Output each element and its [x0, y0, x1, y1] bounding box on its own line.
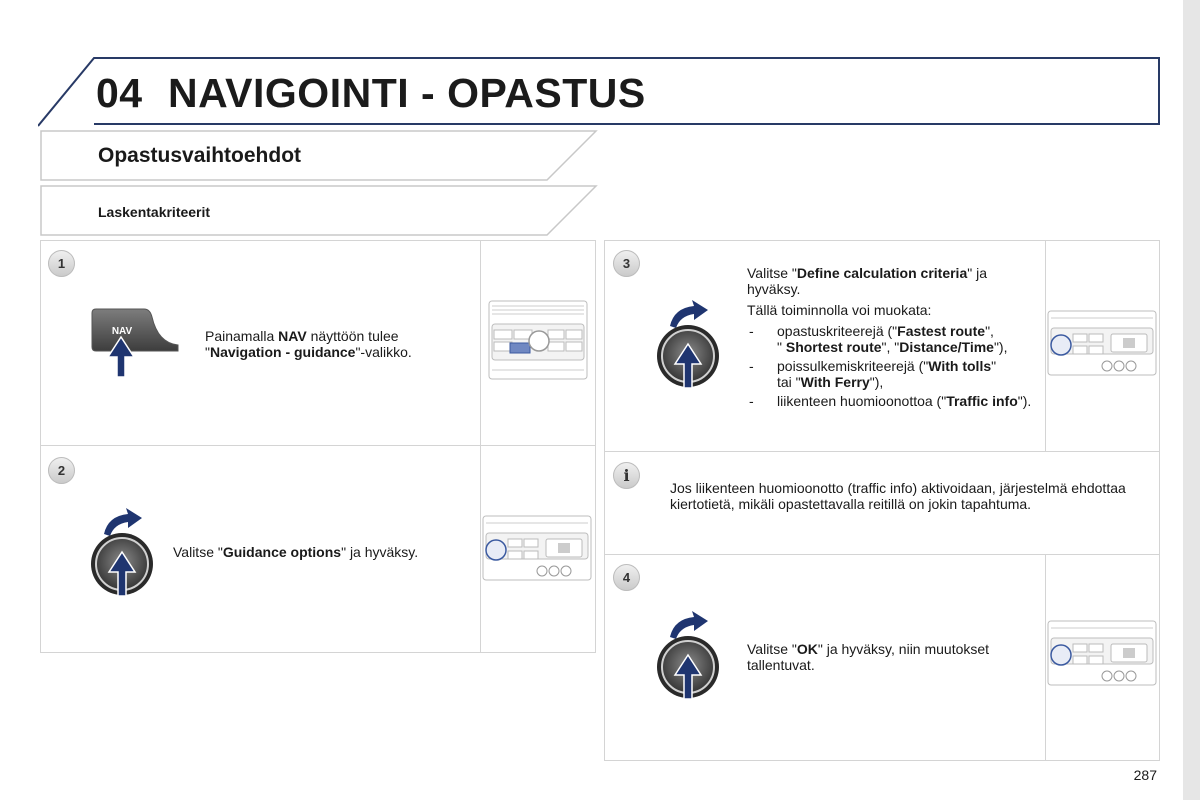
info-icon: i: [613, 462, 640, 489]
radio-unit-knob-illustration: [1047, 310, 1157, 376]
right-panel-column-divider-bottom: [1045, 554, 1046, 761]
rotary-knob-turn-press-icon: [654, 296, 726, 392]
criteria-list: [747, 323, 1039, 409]
section-title: Opastusvaihtoehdot: [98, 144, 302, 167]
right-panel-divider-2: [604, 554, 1160, 555]
step-4-badge: 4: [613, 564, 640, 591]
radio-unit-nav-illustration: [488, 300, 588, 380]
radio-unit-knob-illustration: [482, 515, 592, 581]
svg-text:NAV: NAV: [111, 326, 133, 337]
criteria-item-exclusions: - poissulkemiskriteerejä ("With tolls" tai "With Ferry"),: [747, 358, 1039, 390]
right-panel-divider-1: [604, 451, 1160, 452]
page-edge-strip: [1183, 0, 1200, 800]
left-panel-column-divider: [480, 240, 481, 653]
step-3-text: Valitse "Define calculation criteria" ja hyväksy. Tällä toiminnolla voi muokata: - opastuskriteerejä ("Fastest route", " Shortest route", "Distance/Time"), - poissulkemiskriteerejä ("With tolls" tai "With Ferry"), - liikenteen huomioonottoa ("Traffic info").: [747, 265, 1039, 412]
step-4-text: Valitse "OK" ja hyväksy, niin muutokset tallentuvat.: [747, 641, 990, 673]
step-2-badge: 2: [48, 457, 75, 484]
step-3-badge: 3: [613, 250, 640, 277]
criteria-item-routes: - opastuskriteerejä ("Fastest route", " Shortest route", "Distance/Time"),: [747, 323, 1039, 355]
step-1-badge: 1: [48, 250, 75, 277]
criteria-item-traffic: - liikenteen huomioonottoa ("Traffic info").: [747, 393, 1039, 409]
chapter-title: NAVIGOINTI - OPASTUS: [168, 70, 646, 116]
info-text: Jos liikenteen huomioonotto (traffic info) aktivoidaan, järjestelmä ehdottaa kiertotietä, mikäli opastettavalla reitillä on jokin tapahtuma.: [670, 480, 1126, 512]
subsection-title: Laskentakriteerit: [98, 204, 211, 220]
page-number: 287: [1133, 767, 1157, 783]
step-2-text: Valitse "Guidance options" ja hyväksy.: [173, 544, 419, 560]
right-panel-column-divider-top: [1045, 240, 1046, 451]
nav-button-press-icon: [88, 305, 180, 380]
radio-unit-knob-illustration: [1047, 620, 1157, 686]
step-1-text: Painamalla NAV näyttöön tulee "Navigation - guidance"-valikko.: [205, 328, 412, 360]
rotary-knob-turn-press-icon: [88, 504, 160, 600]
rotary-knob-turn-press-icon: [654, 607, 726, 703]
left-panel-divider: [40, 445, 596, 446]
chapter-number: 04: [96, 70, 143, 116]
